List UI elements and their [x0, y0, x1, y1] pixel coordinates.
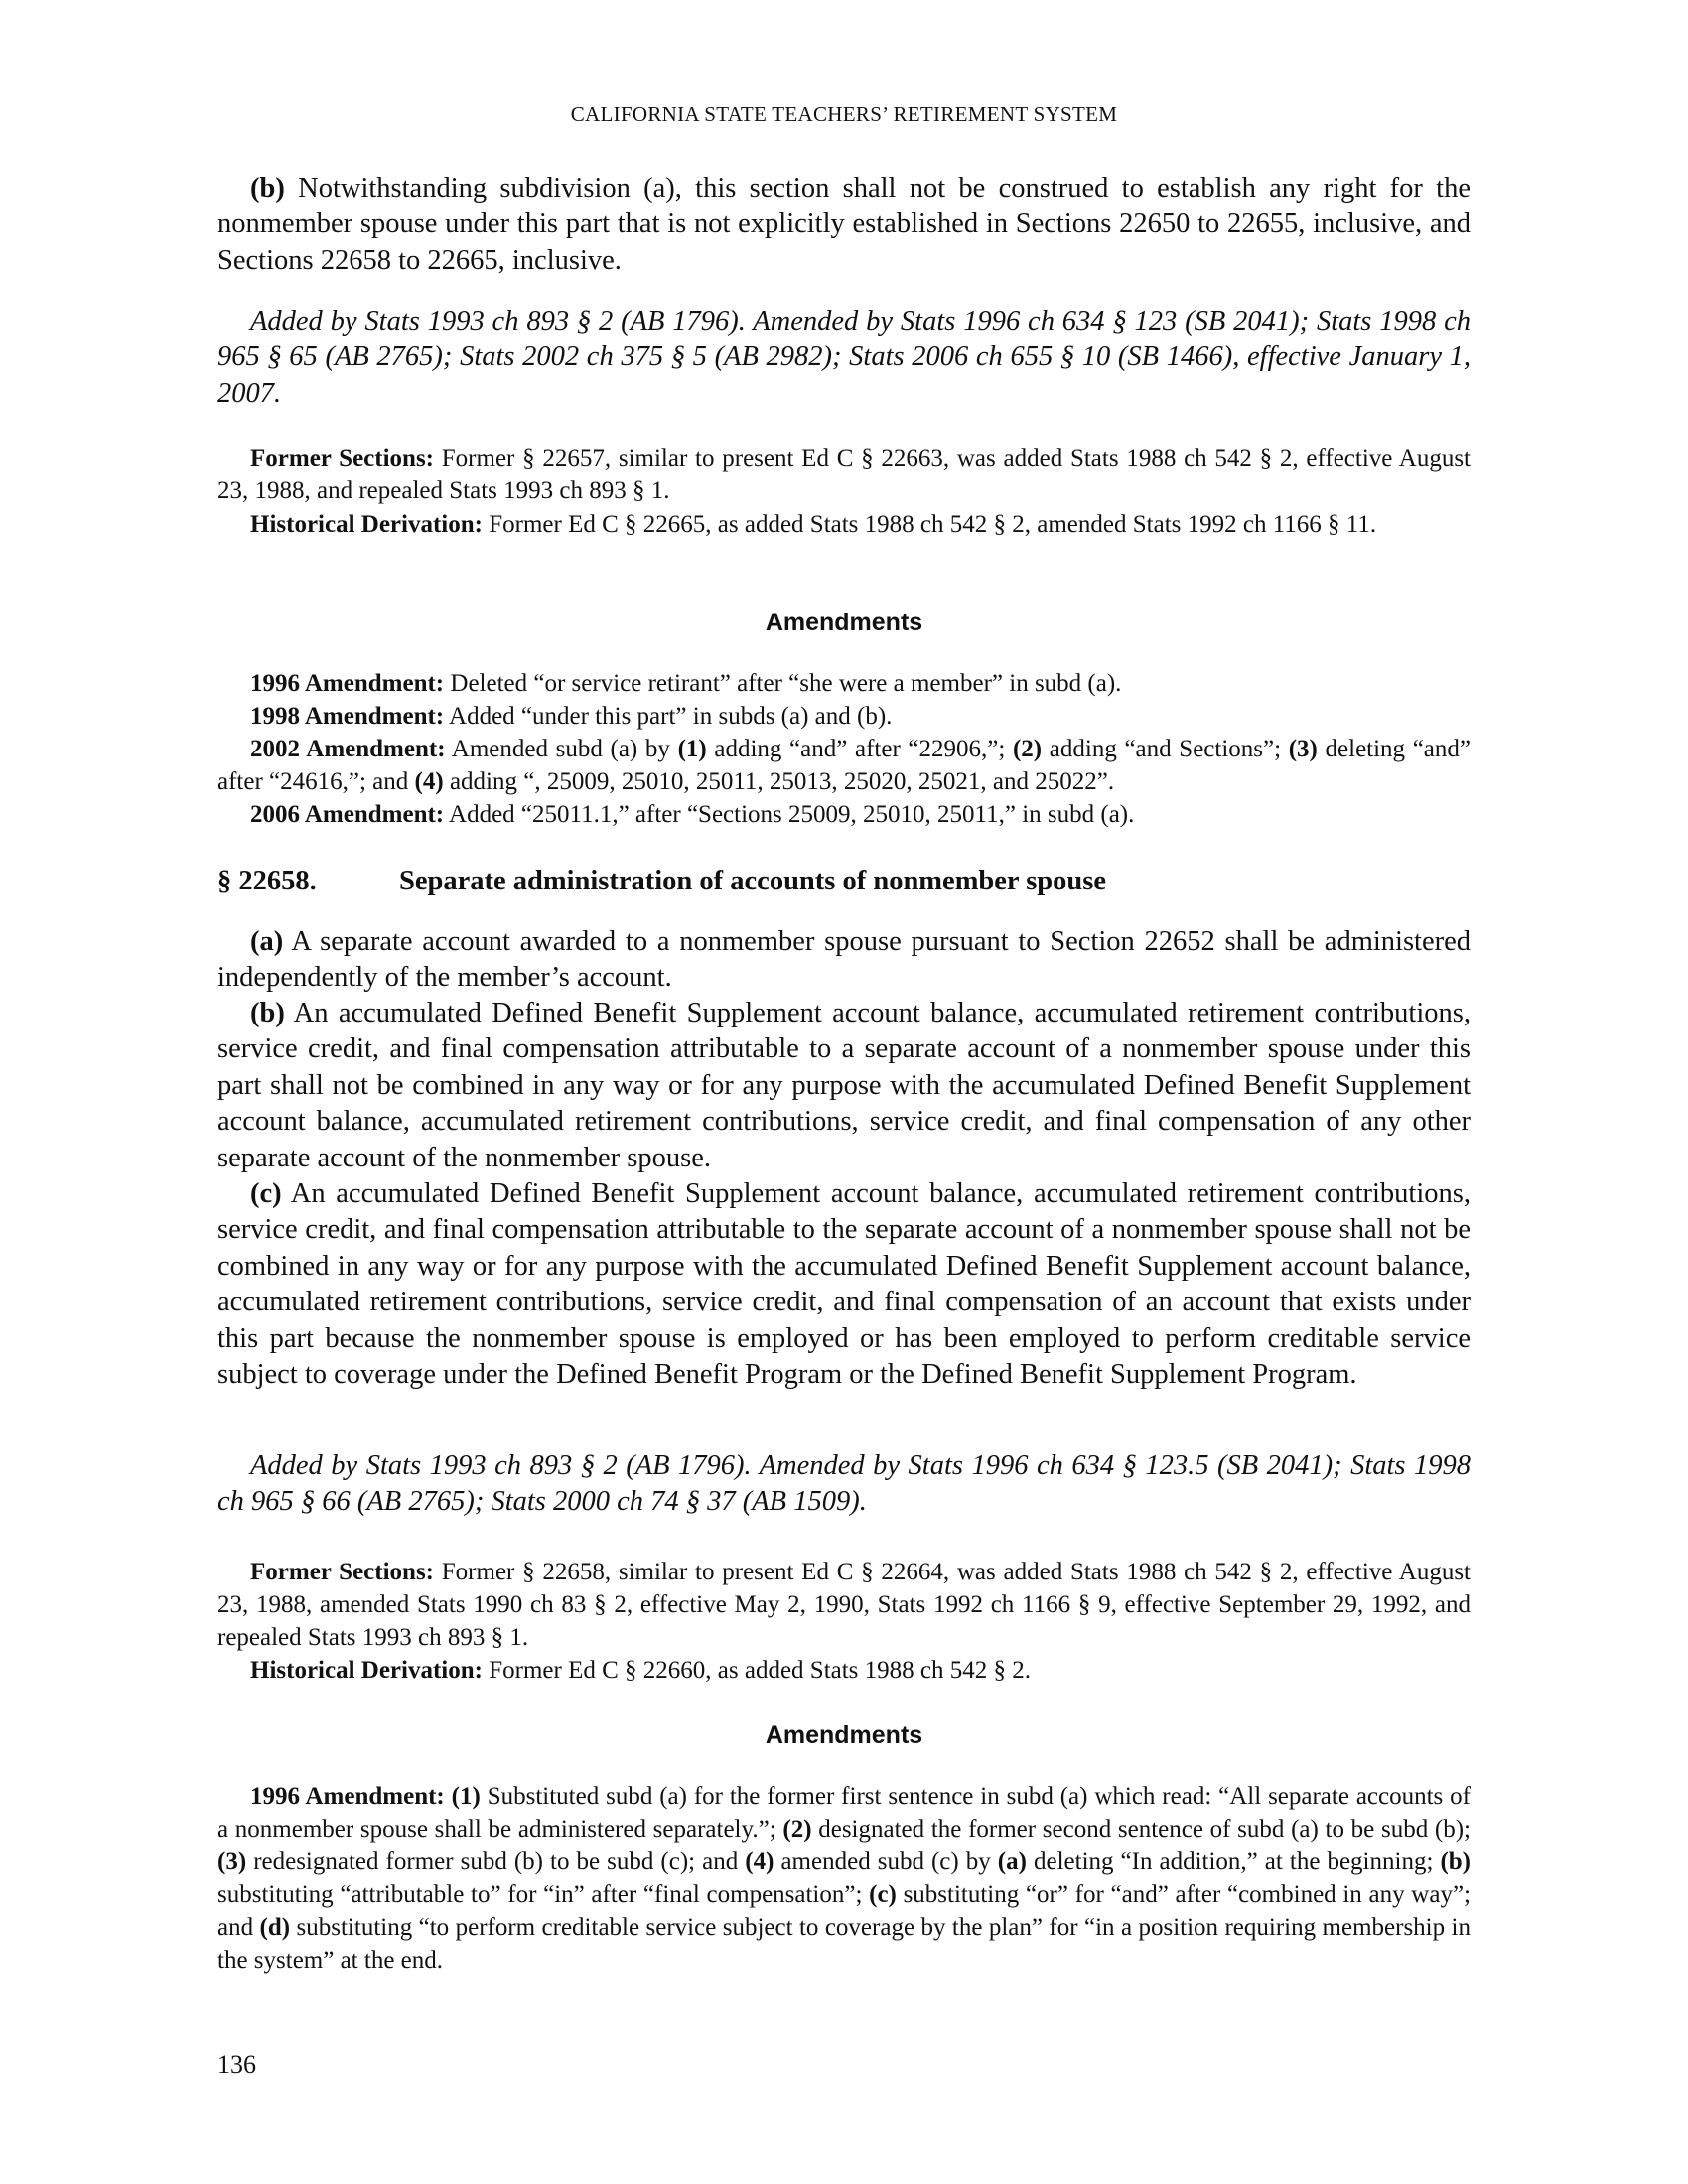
note-label: Historical Derivation:	[250, 1657, 483, 1684]
subdivision-text: Notwithstanding subdivision (a), this section shall not be construed to establish any right for the nonmember spouse under this part that is not explicitly established in Sections 22650 to 22655, inclusive, and Sections 22658 to 22665, inclusive.	[217, 173, 1471, 276]
amendment-1998	[217, 700, 1471, 733]
note-text: Former § 22658, similar to present Ed C § 22664, was added Stats 1988 ch 542 § 2, effective August 23, 1988, amended Stats 1990 ch 83 § 2, effective May 2, 1990, Stats 1992 ch 1166 § 9, effective September 29, 1992, and repealed Stats 1993 ch 893 § 1.	[217, 1559, 1471, 1651]
amendment-label: 2002 Amendment:	[250, 736, 446, 762]
amendment-text: substituting “attributable to” for “in” after “final compensation”;	[217, 1881, 870, 1908]
amendment-text: amended subd (c) by	[774, 1848, 998, 1875]
item-number: (4)	[414, 768, 444, 795]
amendment-2002	[217, 733, 1471, 798]
amendment-label: 1996 Amendment:	[250, 1783, 445, 1810]
running-head: CALIFORNIA STATE TEACHERS’ RETIREMENT SYSTEM	[570, 102, 1118, 126]
item-letter: (a)	[997, 1848, 1027, 1875]
historical-derivation-note	[217, 508, 1471, 541]
amendment-text: adding “and Sections”;	[1042, 736, 1289, 762]
subdivision-label: (b)	[250, 998, 285, 1028]
amendment-1996	[217, 1780, 1471, 1977]
document-page	[217, 0, 1471, 2184]
subdivision-label: (b)	[250, 173, 285, 204]
amendment-text: redesignated former subd (b) to be subd (c); and	[246, 1848, 746, 1875]
amendment-label: 1996 Amendment:	[250, 670, 445, 697]
subdivision-c-paragraph	[217, 1176, 1471, 1393]
amendment-1996	[217, 667, 1471, 700]
amendment-text: adding “, 25009, 25010, 25011, 25013, 25020, 25021, and 25022”.	[443, 768, 1115, 795]
amendment-text: Added “25011.1,” after “Sections 25009, 25010, 25011,” in subd (a).	[444, 801, 1135, 828]
item-number: (2)	[782, 1816, 812, 1843]
amendment-text: Added “under this part” in subds (a) and (b).	[444, 703, 893, 730]
legislative-history: Added by Stats 1993 ch 893 § 2 (AB 1796). Amended by Stats 1996 ch 634 § 123.5 (SB 2041); Stats 1998 ch 965 § 66 (AB 2765); Stats 2000 ch 74 § 37 (AB 1509).	[217, 1450, 1471, 1518]
subdivision-text: An accumulated Defined Benefit Supplement account balance, accumulated retirement contributions, service credit, and final compensation attributable to a separate account of a nonmember spouse under this part shall not be combined in any way or for any purpose with the accumulated Defined Benefit Supplement account balance, accumulated retirement contributions, service credit, and final compensation of any other separate account of the nonmember spouse.	[217, 998, 1471, 1173]
note-label: Former Sections:	[250, 1559, 435, 1585]
amendment-text: designated the former second sentence of subd (a) to be subd (b);	[811, 1816, 1471, 1843]
amendment-text: deleting “In addition,” at the beginning;	[1026, 1848, 1441, 1875]
subdivision-label: (a)	[250, 926, 284, 957]
legislative-history: Added by Stats 1993 ch 893 § 2 (AB 1796). Amended by Stats 1996 ch 634 § 123 (SB 2041); Stats 1998 ch 965 § 65 (AB 2765); Stats 2002 ch 375 § 5 (AB 2982); Stats 2006 ch 655 § 10 (SB 1466), effective January 1, 2007.	[217, 306, 1471, 409]
amendment-text: Substituted subd (a) for the former first sentence in subd (a) which read: “All separate accounts of a nonmember spouse shall be administered separately.”;	[217, 1783, 1471, 1843]
subdivision-label: (c)	[250, 1178, 282, 1209]
item-letter: (c)	[869, 1881, 897, 1908]
subdivision-text: A separate account awarded to a nonmember spouse pursuant to Section 22652 shall be administered independently of the member’s account.	[217, 926, 1471, 994]
item-letter: (d)	[259, 1914, 291, 1941]
former-sections-note	[217, 1556, 1471, 1654]
item-number: (3)	[1288, 736, 1318, 762]
section-number: § 22658.	[217, 866, 317, 896]
item-number: (3)	[217, 1848, 247, 1875]
subdivision-text: An accumulated Defined Benefit Supplement account balance, accumulated retirement contributions, service credit, and final compensation attributable to the separate account of a nonmember spouse shall not be combined in any way or for any purpose with the accumulated Defined Benefit Supplement account balance, accumulated retirement contributions, service credit, and final compensation of an account that exists under this part because the nonmember spouse is employed or has been employed to perform creditable service subject to coverage under the Defined Benefit Program or the Defined Benefit Supplement Program.	[217, 1178, 1471, 1391]
amendment-text: Deleted “or service retirant” after “she were a member” in subd (a).	[444, 670, 1122, 697]
section-heading	[217, 866, 1471, 897]
amendments-heading: Amendments	[765, 609, 923, 636]
amendment-text: Amended subd (a) by	[445, 736, 678, 762]
historical-derivation-note	[217, 1654, 1471, 1687]
amendment-text: adding “and” after “22906,”;	[706, 736, 1013, 762]
note-label: Former Sections:	[250, 445, 435, 472]
note-text: Former § 22657, similar to present Ed C § 22663, was added Stats 1988 ch 542 § 2, effective August 23, 1988, and repealed Stats 1993 ch 893 § 1.	[217, 445, 1471, 504]
section-title: Separate administration of accounts of nonmember spouse	[399, 866, 1106, 896]
amendment-text: substituting “to perform creditable service subject to coverage by the plan” for “in a position requiring membership in the system” at the end.	[217, 1914, 1471, 1974]
amendment-label: 2006 Amendment:	[250, 801, 445, 828]
former-sections-note	[217, 442, 1471, 507]
note-text: Former Ed C § 22660, as added Stats 1988 ch 542 § 2.	[482, 1657, 1032, 1684]
note-label: Historical Derivation:	[250, 511, 483, 538]
amendment-text: deleting “and” after “24616,”; and	[217, 736, 1471, 795]
subdivision-b-paragraph	[217, 171, 1471, 279]
subdivision-b-paragraph	[217, 996, 1471, 1176]
amendments-heading: Amendments	[765, 1721, 923, 1749]
note-text: Former Ed C § 22665, as added Stats 1988 ch 542 § 2, amended Stats 1992 ch 1166 § 11.	[482, 511, 1377, 538]
item-number: (1)	[451, 1783, 481, 1810]
item-number: (2)	[1012, 736, 1043, 762]
amendment-2006	[217, 798, 1471, 831]
subdivision-a-paragraph	[217, 924, 1471, 997]
item-letter: (b)	[1440, 1848, 1471, 1875]
item-number: (1)	[677, 736, 707, 762]
amendment-label: 1998 Amendment:	[250, 703, 445, 730]
page-number: 136	[217, 2050, 256, 2079]
amendment-text: substituting “or” for “and” after “combined in any way”; and	[217, 1881, 1471, 1941]
item-number: (4)	[745, 1848, 774, 1875]
